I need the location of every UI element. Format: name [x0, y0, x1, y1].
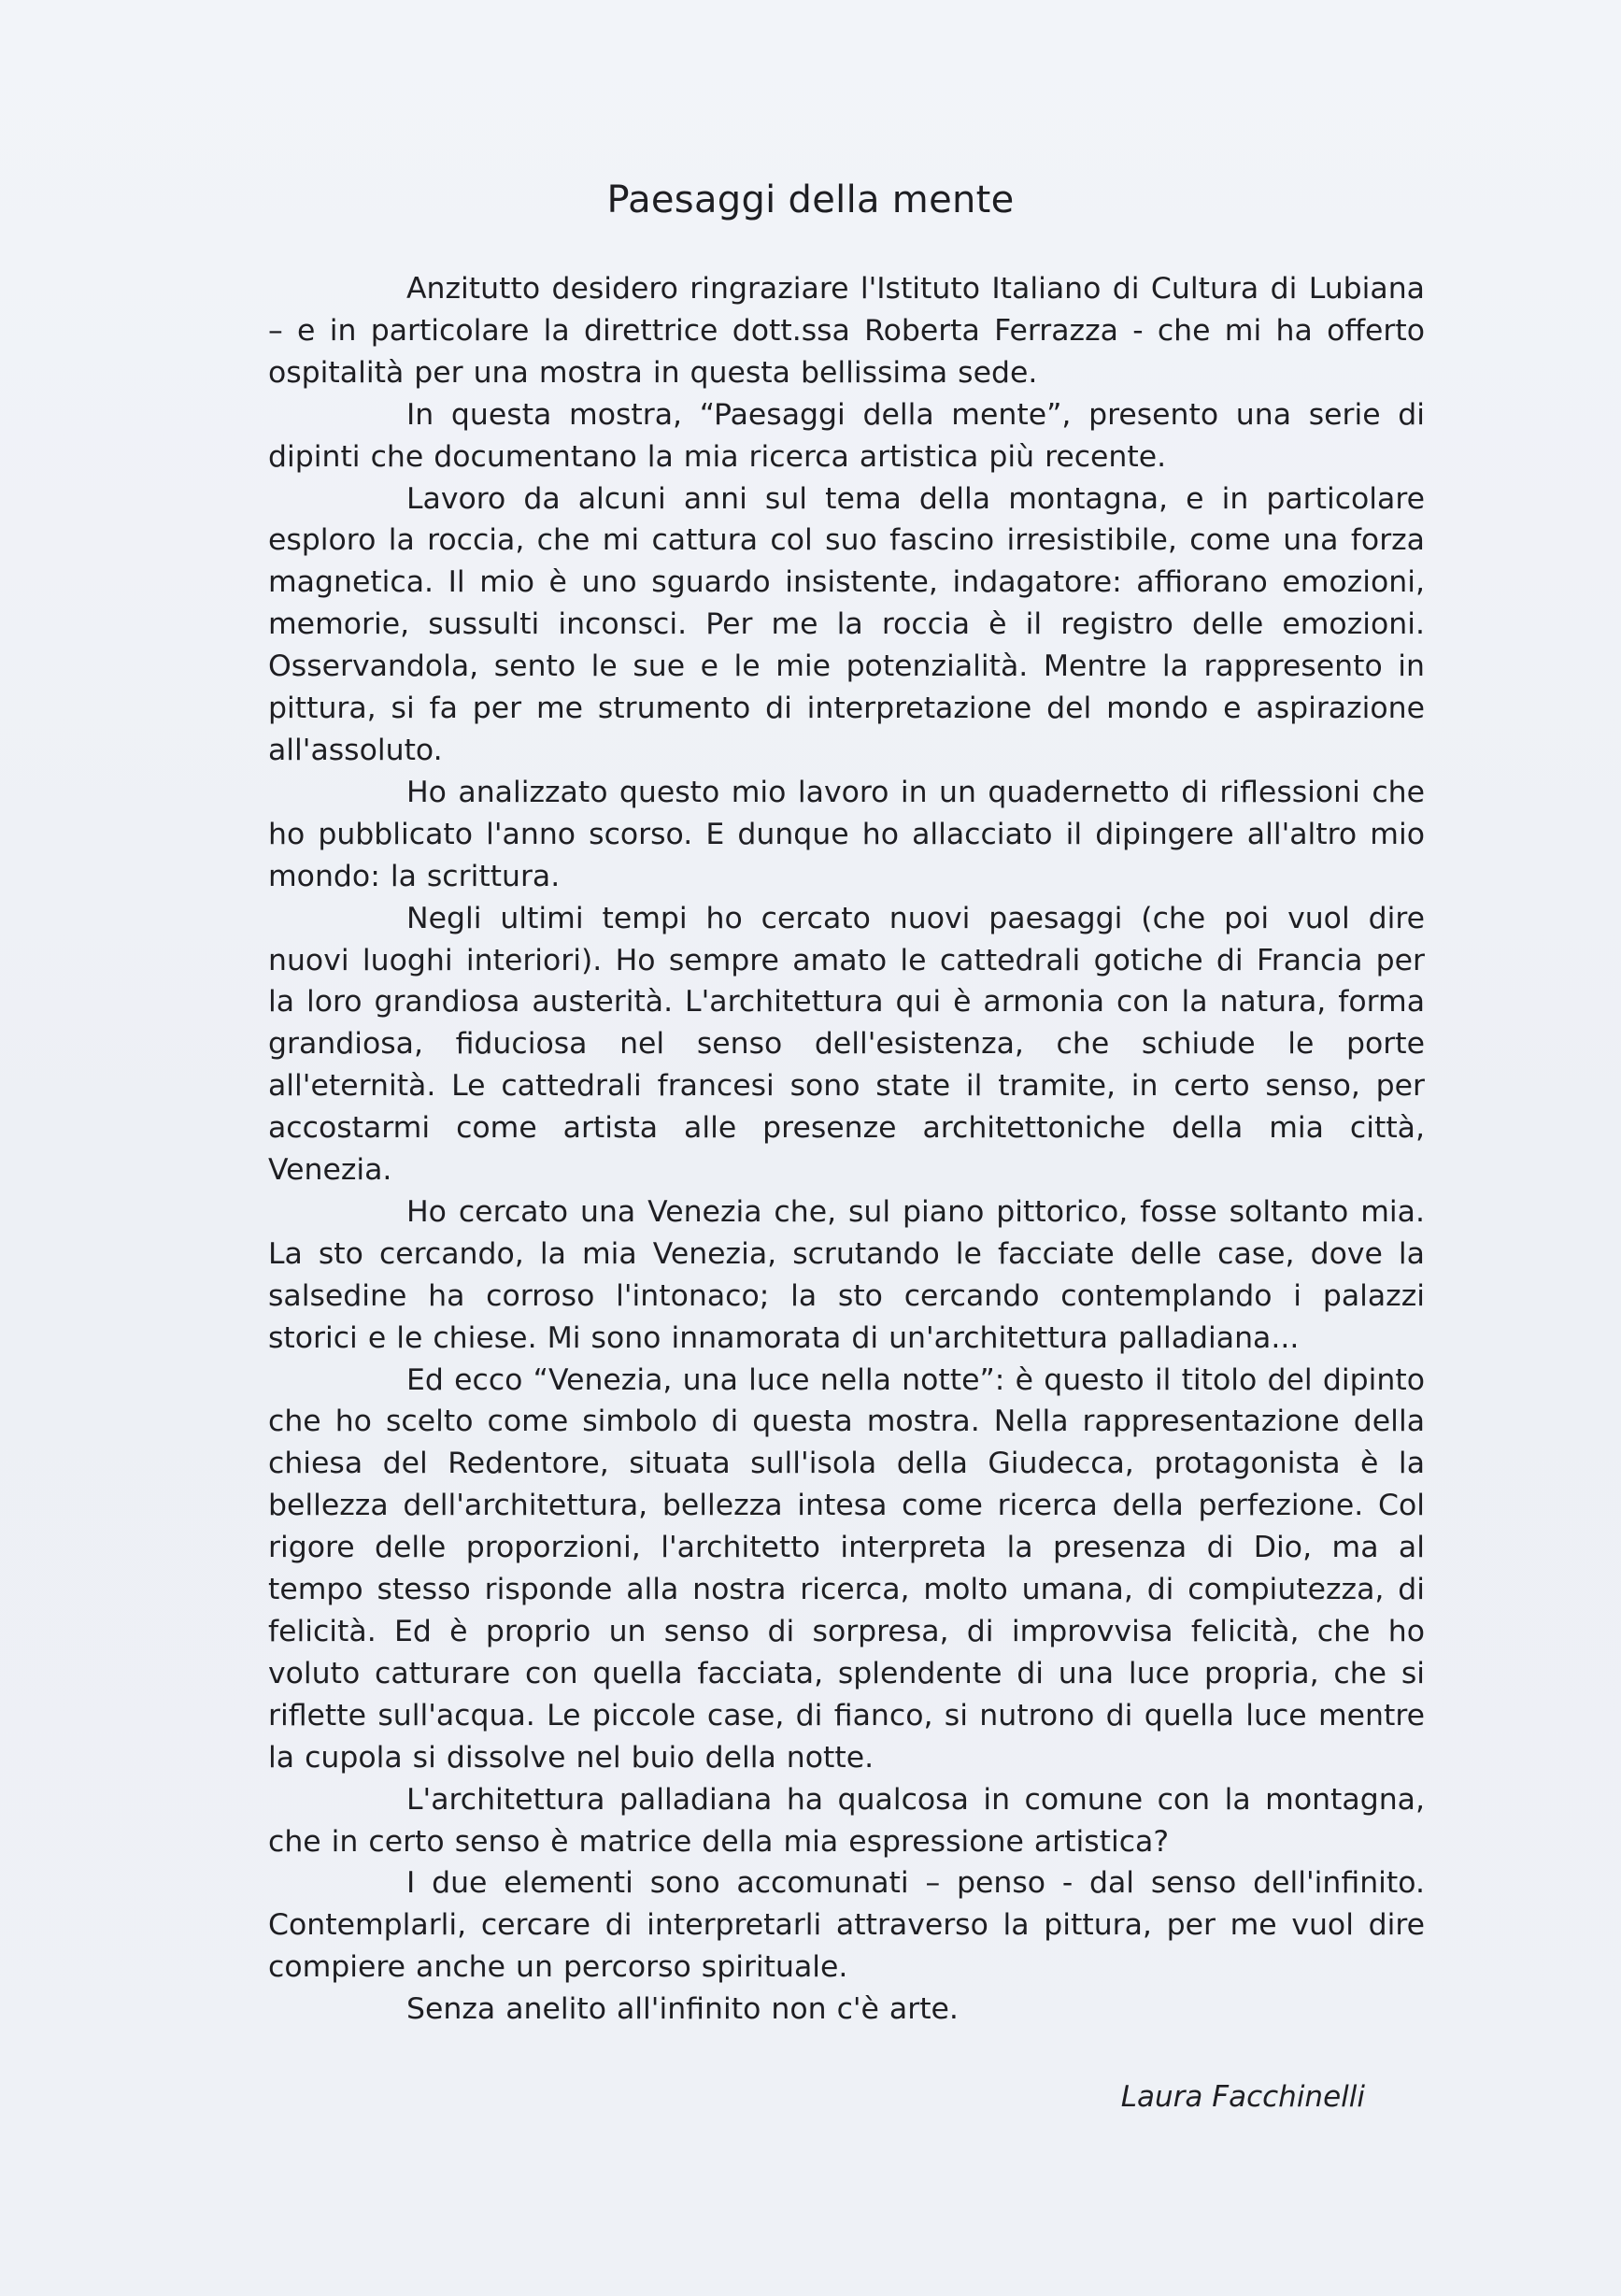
paragraph: I due elementi sono accomunati – penso - dal senso dell'infinito. Contemplarli, cercare di interpretarli attraverso la pittura, per me vuol dire compiere anche un percorso spirituale. — [268, 1866, 1425, 1985]
paragraph: Ed ecco “Venezia, una luce nella notte”: è questo il titolo del dipinto che ho scelto come simbolo di questa mostra. Nella rappresentazione della chiesa del Redentore, situata sull'isola della Giudecca, protagonista è la bellezza dell'architettura, bellezza intesa come ricerca della perfezione. Col rigore delle proporzioni, l'architetto interpreta la presenza di Dio, ma al tempo stesso risponde alla nostra ricerca, molto umana, di compiutezza, di felicità. Ed è proprio un senso di sorpresa, di improvvisa felicità, che ho voluto catturare con quella facciata, splendente di una luce propria, che si riflette sull'acqua. Le piccole case, di fianco, si nutrono di quella luce mentre la cupola si dissolve nel buio della notte. — [268, 1362, 1425, 1775]
paragraph: Negli ultimi tempi ho cercato nuovi paesaggi (che poi vuol dire nuovi luoghi interiori). Ho sempre amato le cattedrali gotiche di Francia per la loro grandiosa austerità. L'architettura qui è armonia con la natura, forma grandiosa, fiduciosa nel senso dell'esistenza, che schiude le porte all'eternità. Le cattedrali francesi sono state il tramite, in certo senso, per accostarmi come artista alle presenze architettoniche della mia città, Venezia. — [268, 901, 1425, 1188]
author-signature: Laura Facchinelli — [1120, 2080, 1365, 2114]
document-title: Paesaggi della mente — [606, 178, 1015, 221]
paragraph: Lavoro da alcuni anni sul tema della montagna, e in particolare esploro la roccia, che mi cattura col suo fascino irresistibile, come una forza magnetica. Il mio è uno sguardo insistente, indagatore: affiorano emozioni, memorie, sussulti inconsci. Per me la roccia è il registro delle emozioni. Osservandola, sento le sue e le mie potenzialità. Mentre la rappresento in pittura, si fa per me strumento di interpretazione del mondo e aspirazione all'assoluto. — [268, 481, 1425, 767]
paragraph: In questa mostra, “Paesaggi della mente”, presento una serie di dipinti che documentano la mia ricerca artistica più recente. — [268, 397, 1425, 474]
paragraph: Ho cercato una Venezia che, sul piano pittorico, fosse soltanto mia. La sto cercando, la mia Venezia, scrutando le facciate delle case, dove la salsedine ha corroso l'intonaco; la sto cercando contemplando i palazzi storici e le chiese. Mi sono innamorata di un'architettura palladiana... — [268, 1194, 1425, 1355]
document-body — [268, 268, 1425, 2031]
paragraph: Senza anelito all'infinito non c'è arte. — [406, 1992, 959, 2027]
paragraph: Ho analizzato questo mio lavoro in un quadernetto di riflessioni che ho pubblicato l'anno scorso. E dunque ho allacciato il dipingere all'altro mio mondo: la scrittura. — [268, 775, 1425, 893]
paragraph: Anzitutto desidero ringraziare l'Istituto Italiano di Cultura di Lubiana – e in particolare la direttrice dott.ssa Roberta Ferrazza - che mi ha offerto ospitalità per una mostra in questa bellissima sede. — [268, 272, 1425, 390]
paragraph: L'architettura palladiana ha qualcosa in comune con la montagna, che in certo senso è matrice della mia espressione artistica? — [268, 1782, 1425, 1859]
